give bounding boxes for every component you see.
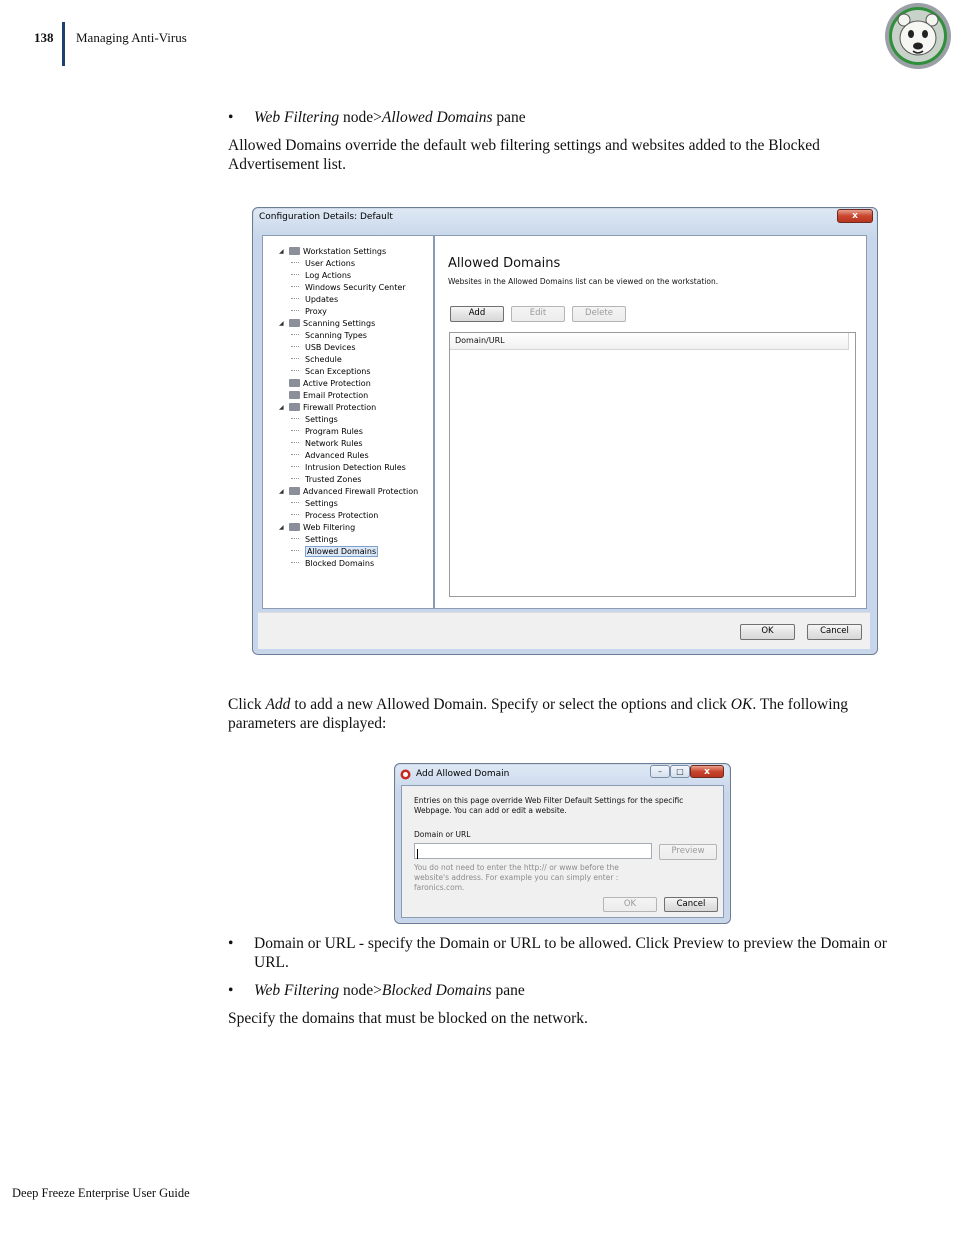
tree-item-label: Blocked Domains (305, 559, 375, 568)
domain-field-label: Domain or URL (414, 830, 471, 839)
tree-item[interactable] (279, 246, 387, 258)
tree-item[interactable] (291, 282, 406, 294)
tree-connector (291, 262, 299, 263)
tree-connector (291, 562, 299, 563)
settings-tree-panel (262, 235, 434, 609)
add-dialog-title: Add Allowed Domain (416, 769, 510, 779)
tree-item[interactable] (291, 258, 355, 270)
tree-connector (291, 370, 299, 371)
tree-item-label: Updates (305, 295, 339, 304)
minimize-button[interactable]: – (650, 765, 670, 778)
tree-item-label: Scanning Types (305, 331, 367, 340)
expand-arrow-icon[interactable]: ◢ (279, 248, 284, 255)
settings-category-icon (289, 379, 300, 387)
input-hint: You do not need to enter the http:// or www before the website's address. For example you can simply enter : faronics.com. (414, 863, 619, 892)
domain-url-explanation: Domain or URL - specify the Domain or URL to be allowed. Click Preview to preview the Domain or URL. (254, 935, 887, 971)
bullet-node-name: Web Filtering (254, 109, 340, 126)
ok-button[interactable]: OK (740, 624, 795, 640)
tree-item-label: Program Rules (305, 427, 363, 436)
instr-click: Click (228, 696, 266, 713)
tree-item[interactable] (291, 426, 363, 438)
expand-arrow-icon[interactable]: ◢ (279, 488, 284, 495)
instr-ok: OK (730, 696, 753, 713)
tree-connector (291, 454, 299, 455)
app-icon (400, 769, 411, 780)
settings-category-icon (289, 403, 300, 411)
cancel-button[interactable]: Cancel (807, 624, 862, 640)
closing-paragraph: Specify the domains that must be blocked on the network. (228, 1010, 588, 1027)
edit-button[interactable]: Edit (511, 306, 565, 322)
tree-item-label: Log Actions (305, 271, 352, 280)
tree-item-label: Proxy (305, 307, 327, 316)
config-close-button[interactable]: x (837, 209, 873, 223)
instr-end: . The following parameters are displayed: (228, 696, 849, 732)
tree-item[interactable] (291, 306, 327, 318)
bullet-pane-name: Allowed Domains (381, 109, 493, 126)
bullet-domain-or-url (228, 934, 894, 972)
expand-arrow-icon[interactable]: ◢ (279, 320, 284, 327)
tree-connector (291, 478, 299, 479)
tree-item-label: Advanced Firewall Protection (303, 487, 419, 496)
tree-connector (291, 418, 299, 419)
tree-item[interactable] (291, 450, 369, 462)
tree-item[interactable] (291, 270, 351, 282)
tree-item-label: Windows Security Center (305, 283, 406, 292)
tree-item-label: Process Protection (305, 511, 379, 520)
tree-item-label: Settings (305, 535, 338, 544)
maximize-button[interactable]: □ (670, 765, 690, 778)
tree-connector (291, 466, 299, 467)
tree-item[interactable] (291, 342, 356, 354)
tree-item[interactable] (291, 366, 371, 378)
tree-connector (291, 502, 299, 503)
tree-connector (291, 286, 299, 287)
bullet-mark: • (228, 935, 234, 952)
settings-category-icon (289, 523, 300, 531)
tree-item-label: Network Rules (305, 439, 363, 448)
tree-item-label: User Actions (305, 259, 355, 268)
pane-description: Websites in the Allowed Domains list can be viewed on the workstation. (448, 277, 719, 286)
tree-item[interactable] (291, 498, 338, 510)
config-dialog-title: Configuration Details: Default (259, 212, 393, 222)
tree-item[interactable] (291, 546, 378, 558)
bullet2-pane-word: pane (491, 982, 525, 999)
tree-connector (291, 346, 299, 347)
settings-category-icon (289, 247, 300, 255)
tree-item[interactable] (279, 522, 356, 534)
tree-item[interactable] (289, 390, 368, 402)
delete-button[interactable]: Delete (572, 306, 626, 322)
instr-add: Add (265, 696, 291, 713)
bullet-allowed-domains (228, 108, 526, 127)
tree-connector (291, 442, 299, 443)
domain-url-input[interactable] (414, 843, 652, 859)
add-cancel-button[interactable]: Cancel (664, 897, 718, 912)
domain-url-column-header[interactable]: Domain/URL (450, 333, 849, 350)
bullet-node-sep: node> (339, 109, 382, 126)
domain-list[interactable] (449, 332, 856, 597)
tree-item[interactable] (291, 294, 338, 306)
allowed-domains-pane (434, 235, 867, 609)
tree-item-label: Web Filtering (303, 523, 356, 532)
add-ok-button[interactable]: OK (603, 897, 657, 912)
tree-connector (291, 274, 299, 275)
tree-connector (291, 538, 299, 539)
bullet-mark: • (228, 109, 234, 126)
tree-item[interactable] (291, 438, 363, 450)
configuration-dialog (252, 207, 878, 655)
tree-item[interactable] (291, 534, 338, 546)
tree-item-label: Firewall Protection (303, 403, 377, 412)
add-button[interactable]: Add (450, 306, 504, 322)
bullet-mark: • (228, 982, 234, 999)
text-cursor (417, 849, 418, 859)
tree-item-label: Scanning Settings (303, 319, 376, 328)
deep-freeze-bear-logo (884, 2, 952, 70)
tree-item[interactable] (291, 330, 367, 342)
tree-item[interactable] (291, 510, 378, 522)
preview-button[interactable]: Preview (659, 844, 717, 860)
tree-connector (291, 514, 299, 515)
tree-item[interactable] (279, 318, 376, 330)
add-dialog-content (401, 785, 724, 918)
bullet-pane-word: pane (492, 109, 526, 126)
tree-item-label: Intrusion Detection Rules (305, 463, 406, 472)
add-dialog-close-button[interactable]: x (690, 765, 724, 778)
tree-connector (291, 298, 299, 299)
settings-category-icon (289, 391, 300, 399)
tree-item[interactable] (289, 378, 371, 390)
tree-item-label: Email Protection (303, 391, 369, 400)
page-number: 138 (34, 30, 54, 45)
tree-connector (291, 310, 299, 311)
tree-item-label: Settings (305, 415, 338, 424)
config-button-bar (258, 612, 870, 649)
header-divider (62, 22, 65, 66)
tree-item-label: Workstation Settings (303, 247, 387, 256)
expand-arrow-icon[interactable]: ◢ (279, 524, 284, 531)
tree-connector (291, 334, 299, 335)
bullet-blocked-domains (228, 981, 525, 1000)
tree-connector (291, 358, 299, 359)
tree-item-label: Advanced Rules (305, 451, 369, 460)
tree-item-label: Active Protection (303, 379, 371, 388)
tree-item[interactable] (279, 402, 377, 414)
intro-paragraph: Allowed Domains override the default web filtering settings and websites added to the Blocked Advertisement list. (228, 137, 820, 173)
tree-item-label: USB Devices (305, 343, 356, 352)
tree-connector (291, 430, 299, 431)
tree-item-label: Trusted Zones (305, 475, 362, 484)
expand-arrow-icon[interactable]: ◢ (279, 404, 284, 411)
add-instructions-paragraph (228, 695, 898, 733)
tree-connector (291, 550, 299, 551)
tree-item-label: Settings (305, 499, 338, 508)
bullet2-node-sep: node> (339, 982, 382, 999)
bullet2-pane-name: Blocked Domains (381, 982, 492, 999)
tree-item-label: Allowed Domains (307, 547, 377, 556)
tree-item[interactable] (279, 486, 419, 498)
add-allowed-domain-dialog (394, 763, 731, 924)
tree-item[interactable] (291, 462, 406, 474)
tree-item[interactable] (291, 474, 361, 486)
tree-item-label: Schedule (305, 355, 342, 364)
tree-item-label: Scan Exceptions (305, 367, 371, 376)
footer-guide-title: Deep Freeze Enterprise User Guide (12, 1186, 190, 1200)
pane-title: Allowed Domains (448, 256, 561, 271)
add-dialog-description: Entries on this page override Web Filter Default Settings for the specific Webpage. You can add or edit a website. (414, 796, 684, 815)
bullet2-node-name: Web Filtering (254, 982, 340, 999)
settings-category-icon (289, 319, 300, 327)
tree-item[interactable] (291, 354, 342, 366)
tree-item[interactable] (291, 414, 338, 426)
settings-category-icon (289, 487, 300, 495)
instr-middle: to add a new Allowed Domain. Specify or select the options and click (290, 696, 731, 713)
tree-item[interactable] (291, 558, 374, 570)
section-title: Managing Anti-Virus (76, 30, 187, 45)
